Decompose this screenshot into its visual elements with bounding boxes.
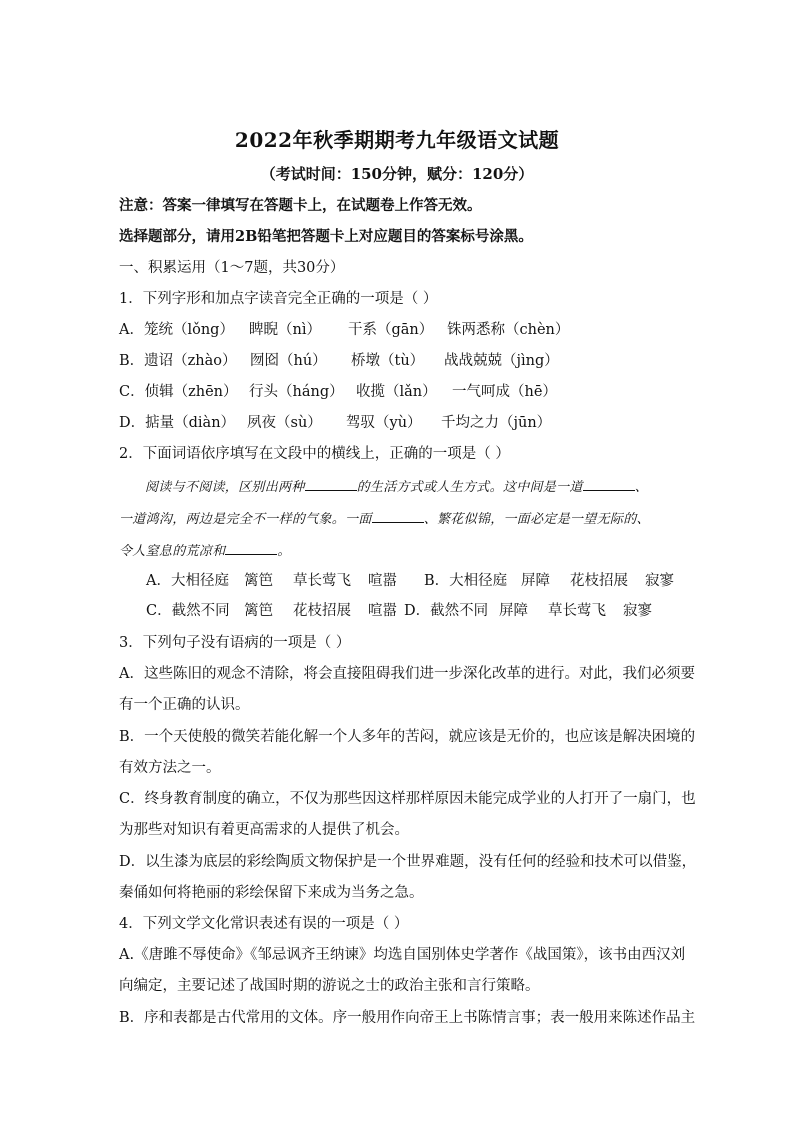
q2-d-item-3: 草长莺飞: [548, 603, 606, 619]
q1-a-item-3: 干系（gān）: [348, 322, 434, 338]
q4-option-b-line-1: B．序和表都是古代常用的文体。序一般用作向帝王上书陈情言事；表一般用来陈述作品主: [119, 1010, 696, 1026]
answer-blank: [225, 541, 277, 555]
q3-option-c-line-2: 为那些对知识有着更高需求的人提供了机会。: [119, 822, 409, 838]
q1-a-item-4: 铢两悉称（chèn）: [447, 322, 570, 338]
q3-stem: 3．下列句子没有语病的一项是（ ）: [119, 635, 351, 651]
q3-option-d-line-2: 秦俑如何将艳丽的彩绘保留下来成为当务之急。: [119, 885, 424, 901]
q2-a-item-2: 篱笆: [244, 573, 273, 589]
q2-b-item-3: 花枝招展: [570, 573, 628, 589]
exam-subtitle: （考试时间：150分钟，赋分：120分）: [260, 165, 534, 183]
q3-option-b-line-1: B．一个天使般的微笑若能化解一个人多年的苦闷，就应该是无价的，也应该是解决困境的: [119, 729, 696, 745]
q1-b-item-4: 战战兢兢（jìng）: [444, 353, 559, 369]
q3-option-b-line-2: 有效方法之一。: [119, 760, 221, 776]
q1-a-item-1: A．笼统（lǒng）: [119, 322, 234, 338]
q2-a-item-4: 喧嚣: [368, 573, 397, 589]
q2-passage-line-3: [119, 541, 689, 562]
q2-b-item-4: 寂寥: [645, 573, 674, 589]
answer-blank: [583, 477, 635, 491]
q2-passage-text: 的生活方式或人生方式。这中间是一道: [356, 480, 583, 495]
q1-b-item-3: 桥墩（tù）: [351, 353, 425, 369]
q3-option-d-line-1: D．以生漆为底层的彩绘陶质文物保护是一个世界难题，没有任何的经验和技术可以借鉴，: [119, 854, 697, 870]
q2-b-item-1: B．大相径庭: [424, 573, 508, 589]
q2-passage-text: 一道鸿沟，两边是完全不一样的气象。一面: [119, 512, 372, 527]
answer-blank: [372, 509, 424, 523]
q1-d-item-2: 夙夜（sù）: [247, 415, 322, 431]
q2-passage-text: 令人窒息的荒凉和: [119, 544, 226, 559]
q3-option-a-line-1: A．这些陈旧的观念不清除，将会直接阻碍我们进一步深化改革的进行。对此，我们必须要: [119, 666, 695, 682]
q4-option-a-line-2: 向编定，主要记述了战国时期的游说之士的政治主张和言行策略。: [119, 978, 540, 994]
notice-line-2: 选择题部分，请用2B铅笔把答题卡上对应题目的答案标号涂黑。: [119, 228, 533, 245]
q1-c-item-4: 一气呵成（hē）: [452, 384, 557, 400]
q1-d-item-1: D．掂量（diàn）: [119, 415, 236, 431]
q1-d-item-3: 驾驭（yù）: [346, 415, 422, 431]
q2-a-item-1: A．大相径庭: [146, 573, 229, 589]
q2-d-item-1: D．截然不同: [404, 603, 489, 619]
q1-c-item-2: 行头（háng）: [249, 384, 344, 400]
q4-option-a-line-1: A.《唐雎不辱使命》《邹忌讽齐王纳谏》均选自国别体史学著作《战国策》，该书由西汉刘: [119, 947, 686, 963]
q2-passage-line-2: [119, 509, 689, 530]
q1-d-item-4: 千均之力（jūn）: [441, 415, 552, 431]
q1-b-item-1: B．遗诏（zhào）: [119, 353, 237, 369]
answer-blank: [305, 477, 357, 491]
q2-d-item-4: 寂寥: [623, 603, 652, 619]
q2-c-item-2: 篱笆: [244, 603, 273, 619]
q2-passage-text: 。: [277, 544, 291, 559]
q2-passage-text: 阅读与不阅读，区别出两种: [145, 480, 305, 495]
q2-passage-line-1: [145, 477, 690, 498]
q3-option-c-line-1: C．终身教育制度的确立，不仅为那些因这样那样原因未能完成学业的人打开了一扇门，也: [119, 791, 696, 807]
q1-b-item-2: 囫囵（hú）: [250, 353, 327, 369]
section-heading-1: 一、积累运用（1～7题，共30分）: [119, 260, 345, 276]
q1-c-item-1: C．侦辑（zhēn）: [119, 384, 238, 400]
q2-c-item-4: 喧嚣: [368, 603, 397, 619]
q2-b-item-2: 屏障: [521, 573, 550, 589]
q2-c-item-3: 花枝招展: [293, 603, 351, 619]
q3-option-a-line-2: 有一个正确的认识。: [119, 697, 250, 713]
q4-stem: 4．下列文学文化常识表述有误的一项是（ ）: [119, 916, 409, 932]
q1-a-item-2: 睥睨（nì）: [249, 322, 321, 338]
q2-c-item-1: C．截然不同: [146, 603, 230, 619]
notice-line-1: 注意：答案一律填写在答题卡上，在试题卷上作答无效。: [119, 197, 482, 214]
q1-stem: 1．下列字形和加点字读音完全正确的一项是（ ）: [119, 291, 438, 307]
q2-passage-text: 、: [634, 480, 649, 495]
q2-a-item-3: 草长莺飞: [293, 573, 351, 589]
exam-title: 2022年秋季期期考九年级语文试题: [234, 128, 560, 152]
q2-stem: 2．下面词语依序填写在文段中的横线上，正确的一项是（ ）: [119, 446, 510, 462]
q1-c-item-3: 收揽（lǎn）: [356, 384, 437, 400]
q2-passage-text: 、繁花似锦，一面必定是一望无际的、: [423, 512, 650, 527]
q2-d-item-2: 屏障: [499, 603, 528, 619]
